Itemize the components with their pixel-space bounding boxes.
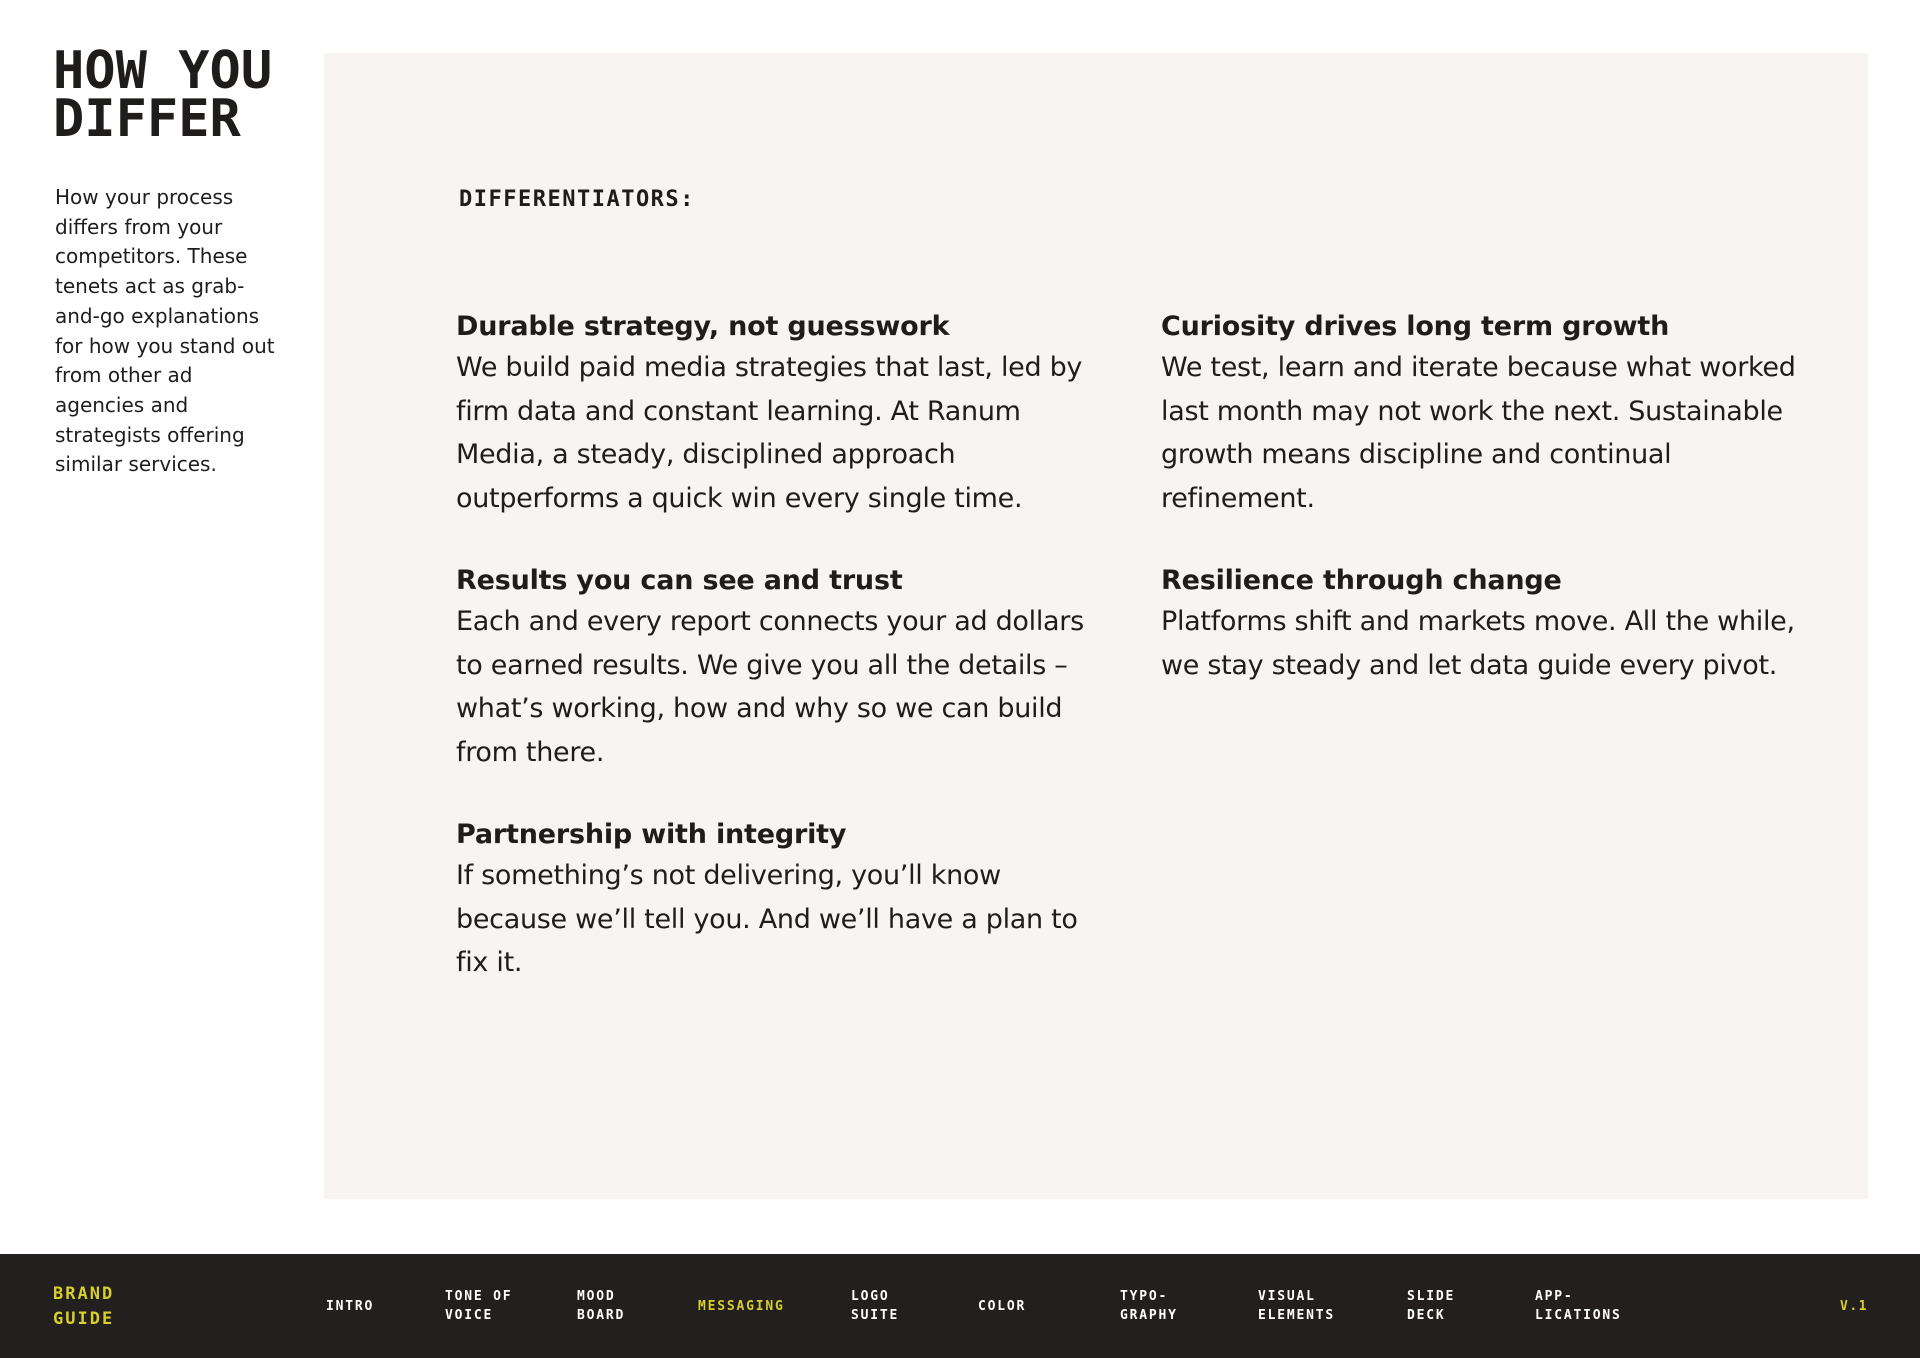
differentiator-item [456, 562, 1096, 774]
page-intro: How your process differs from your competitors. These tenets act as grab-and-go explanations for how you stand out from other ad agencies and strategists offering similar services. [55, 185, 275, 477]
footer-brand-label: BRAND GUIDE [53, 1284, 115, 1329]
differentiator-body: We test, learn and iterate because what worked last month may not work the next. Sustainable growth means discipline and continual refinement. [1161, 352, 1796, 514]
page-title-line-2: DIFFER [53, 89, 241, 149]
nav-item-visual-elements[interactable]: VISUAL ELEMENTS [1258, 1289, 1336, 1323]
nav-item-messaging[interactable]: MESSAGING [698, 1298, 785, 1314]
differentiator-item [456, 308, 1096, 520]
nav-item-tone-of-voice[interactable]: TONE OF VOICE [445, 1289, 513, 1323]
section-label: DIFFERENTIATORS: [459, 187, 695, 212]
nav-item-intro[interactable]: INTRO [326, 1298, 375, 1314]
differentiators-left-column [456, 308, 1096, 1027]
differentiator-title: Durable strategy, not guesswork [456, 311, 950, 342]
nav-item-typography[interactable]: TYPO- GRAPHY [1120, 1289, 1178, 1323]
page-title-line-1: HOW YOU [53, 41, 273, 101]
nav-item-applications[interactable]: APP- LICATIONS [1535, 1289, 1622, 1323]
differentiator-body: Each and every report connects your ad dollars to earned results. We give you all the details – what’s working, how and why so we can build from there. [456, 606, 1084, 768]
differentiator-body: Platforms shift and markets move. All the while, we stay steady and let data guide every pivot. [1161, 606, 1795, 681]
differentiator-item [1161, 562, 1801, 687]
nav-item-mood-board[interactable]: MOOD BOARD [577, 1289, 626, 1323]
differentiator-title: Curiosity drives long term growth [1161, 311, 1670, 342]
differentiator-item [1161, 308, 1801, 520]
differentiator-item [456, 816, 1096, 985]
nav-item-slide-deck[interactable]: SLIDE DECK [1407, 1289, 1456, 1323]
differentiators-right-column [1161, 308, 1801, 729]
differentiator-title: Results you can see and trust [456, 565, 903, 596]
nav-item-color[interactable]: COLOR [978, 1298, 1027, 1314]
footer-nav-bar [0, 1254, 1920, 1358]
differentiator-title: Partnership with integrity [456, 819, 847, 850]
nav-item-logo-suite[interactable]: LOGO SUITE [851, 1289, 900, 1323]
differentiator-title: Resilience through change [1161, 565, 1562, 596]
version-label: V.1 [1840, 1298, 1868, 1314]
differentiator-body: We build paid media strategies that last, led by firm data and constant learning. At Ranum Media, a steady, disciplined approach outperforms a quick win every single time. [456, 352, 1083, 514]
differentiator-body: If something’s not delivering, you’ll know because we’ll tell you. And we’ll have a plan to fix it. [456, 860, 1078, 978]
page-title [53, 41, 313, 149]
